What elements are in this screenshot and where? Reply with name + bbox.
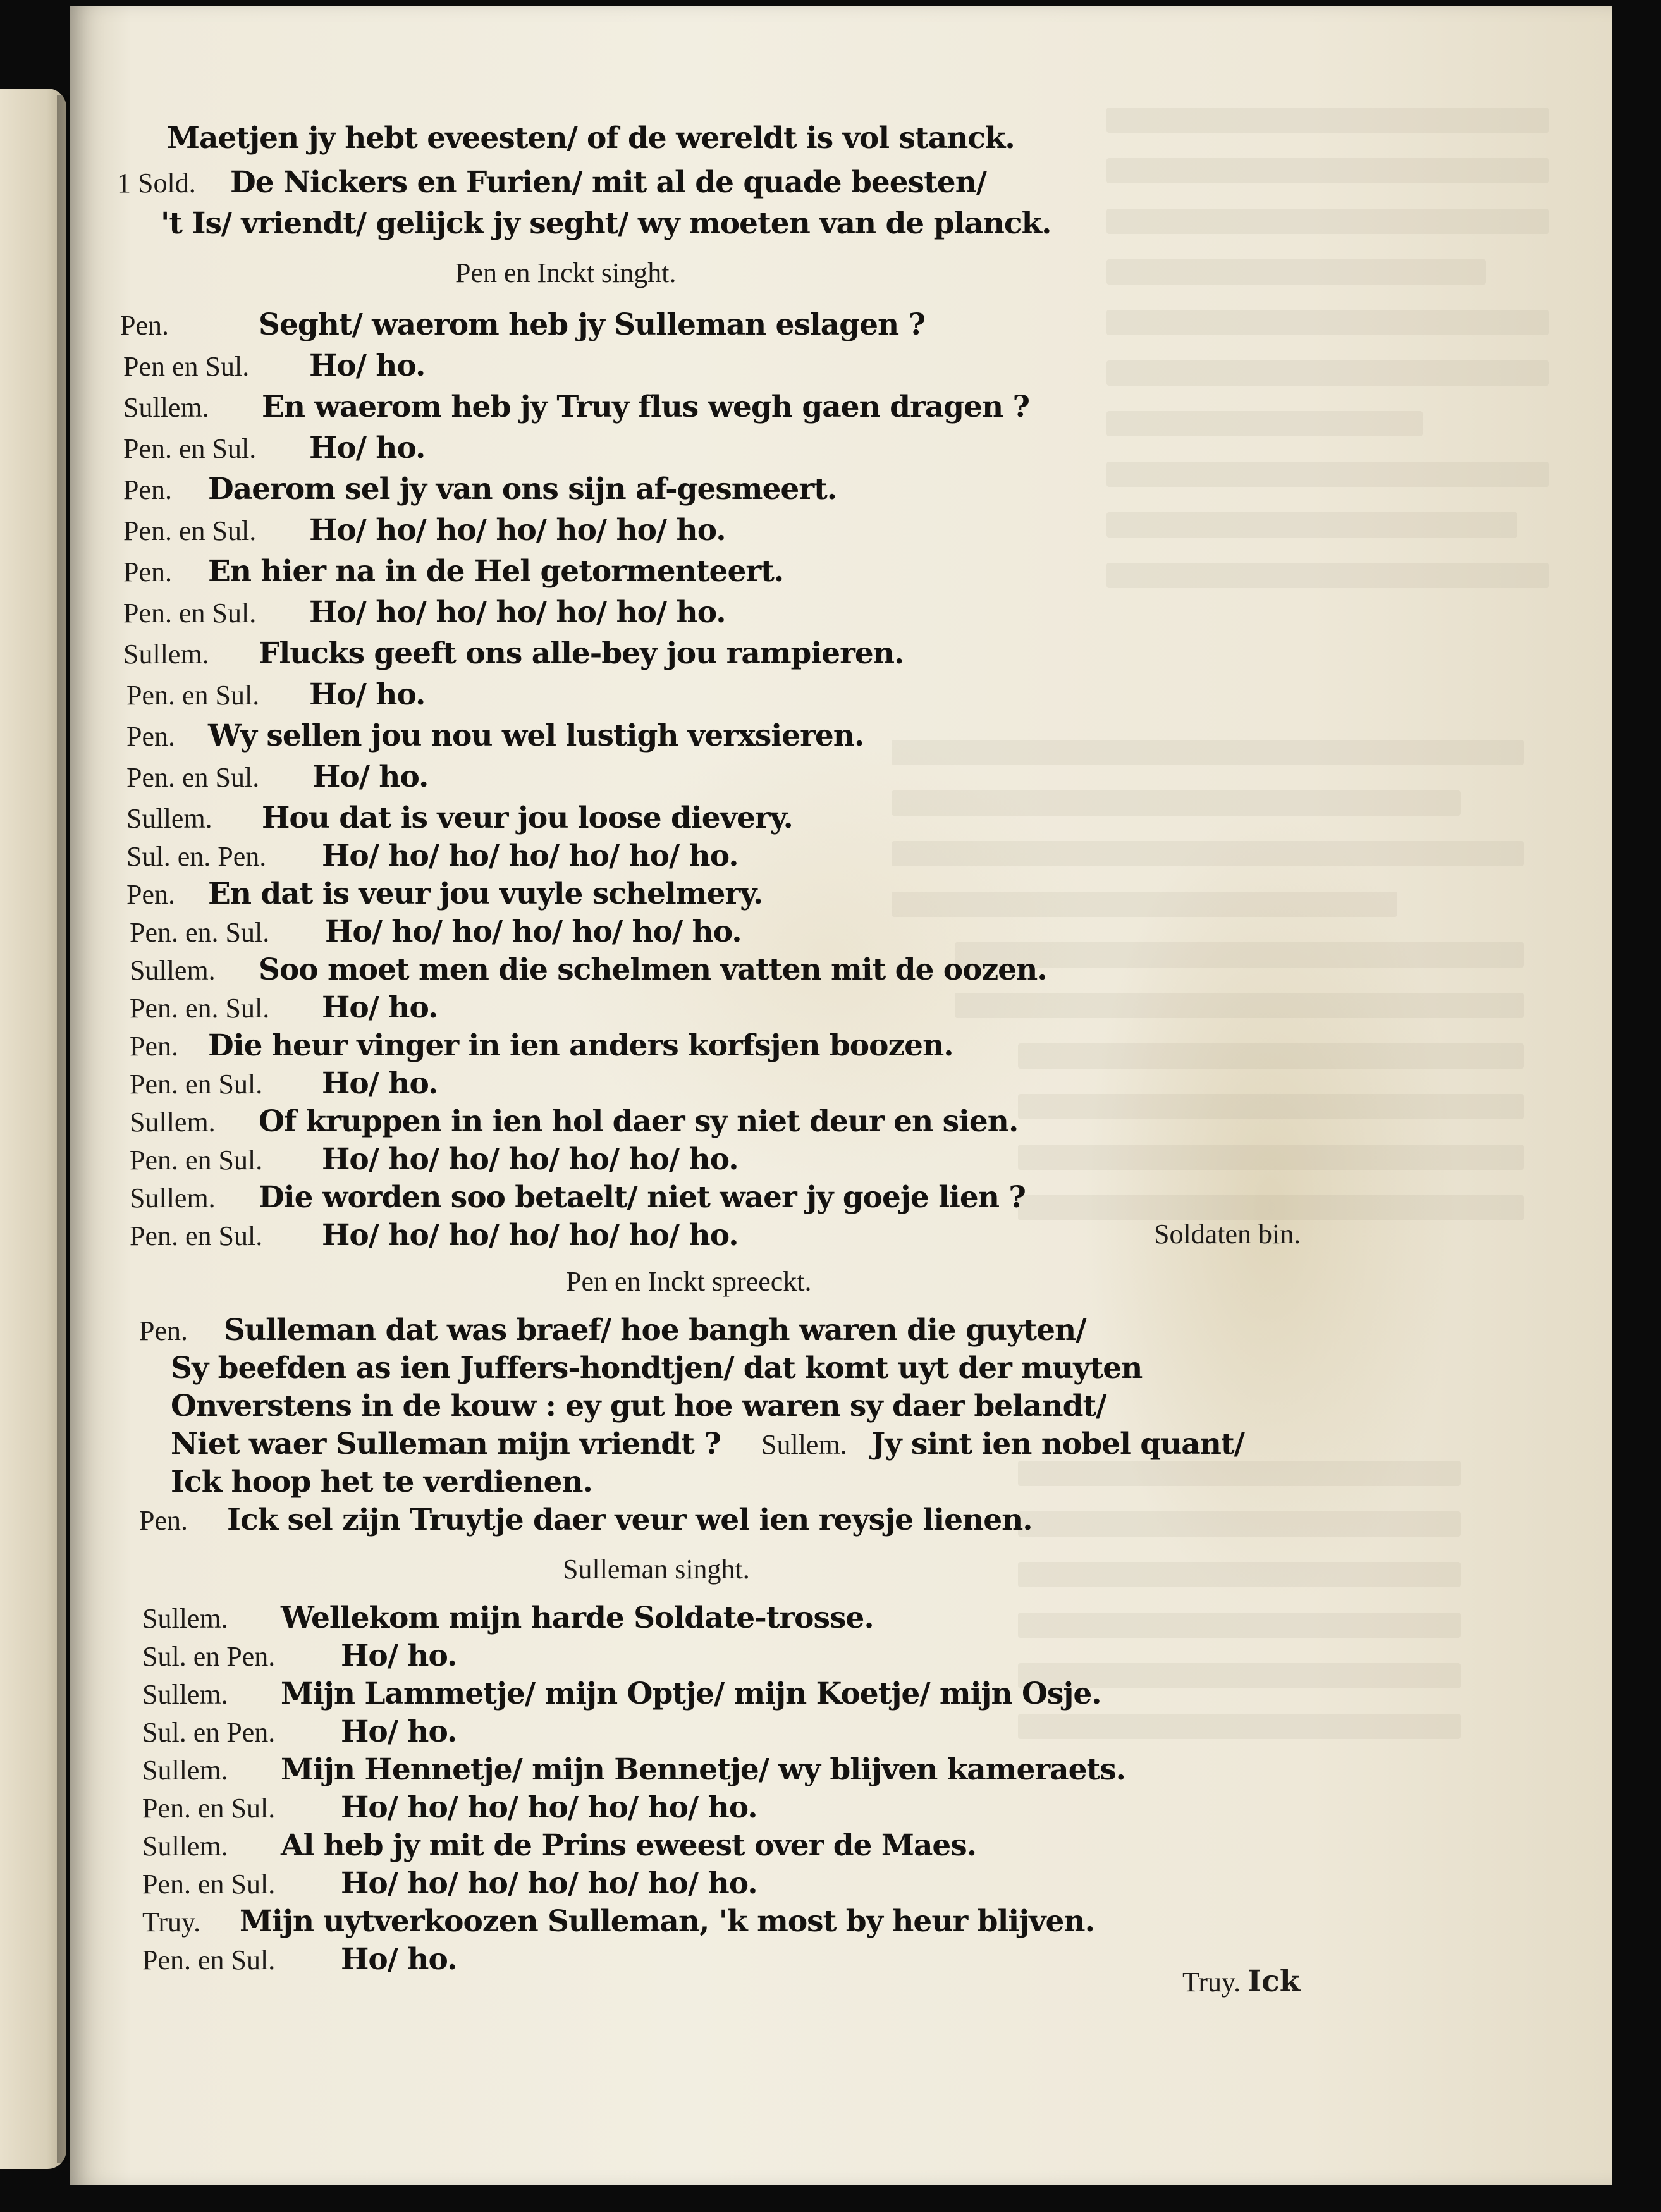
line-text: En dat is veur jou vuyle schelmery. bbox=[208, 876, 763, 911]
text-line bbox=[120, 307, 926, 342]
speaker-label: Sullem. bbox=[130, 1107, 216, 1138]
line-text: Ho/ ho/ ho/ ho/ ho/ ho/ ho. bbox=[322, 1142, 739, 1177]
text-line bbox=[130, 914, 742, 949]
text-line bbox=[123, 392, 1029, 422]
text-line bbox=[123, 554, 784, 589]
line-text: Hou dat is veur jou loose dievery. bbox=[262, 801, 793, 835]
text-line bbox=[123, 348, 426, 383]
line-text: En waerom heb jy Truy flus wegh gaen dragen ? bbox=[262, 390, 1030, 424]
speaker-label: 1 Sold. bbox=[117, 168, 196, 199]
text-line bbox=[130, 1104, 1019, 1139]
text-line bbox=[130, 990, 438, 1025]
text-line bbox=[126, 718, 864, 753]
stage-direction: Soldaten bin. bbox=[1154, 1219, 1301, 1250]
text-line bbox=[142, 1828, 977, 1863]
speaker-label: Sul. en Pen. bbox=[142, 1641, 276, 1672]
speaker-label: Pen. en Sul. bbox=[126, 680, 260, 711]
text-line bbox=[142, 1866, 757, 1901]
text-line bbox=[142, 1752, 1126, 1787]
speaker-label: Sullem. bbox=[142, 1755, 228, 1786]
line-text: Ho/ ho. bbox=[341, 1638, 457, 1673]
line-text: Daerom sel jy van ons sijn af-gesmeert. bbox=[208, 472, 837, 507]
text-line bbox=[126, 677, 426, 712]
line-text: De Nickers en Furien/ mit al de quade beesten/ bbox=[230, 165, 987, 200]
text-line bbox=[130, 1028, 953, 1063]
line-text: Niet waer Sulleman mijn vriendt ? bbox=[171, 1427, 721, 1461]
text-line bbox=[142, 1676, 1101, 1711]
speaker-label: Sullem. bbox=[130, 1183, 216, 1214]
speaker-label: Sul. en Pen. bbox=[142, 1717, 276, 1748]
line-text: Ho/ ho/ ho/ ho/ ho/ ho/ ho. bbox=[325, 914, 742, 949]
text-line bbox=[139, 1313, 1086, 1348]
speaker-label: Pen. en Sul. bbox=[142, 1793, 276, 1824]
line-text: Mijn Lammetje/ mijn Optje/ mijn Koetje/ mijn Osje. bbox=[281, 1676, 1101, 1711]
text-line bbox=[171, 1467, 592, 1497]
text-line bbox=[123, 513, 726, 548]
text-line bbox=[171, 1429, 1244, 1459]
line-text: Of kruppen in ien hol daer sy niet deur en sien. bbox=[259, 1104, 1019, 1139]
line-text: Die heur vinger in ien anders korfsjen boozen. bbox=[208, 1028, 953, 1063]
speaker-label: Sul. en. Pen. bbox=[126, 841, 267, 872]
line-text: Sy beefden as ien Juffers-hondtjen/ dat komt uyt der muyten bbox=[171, 1351, 1143, 1386]
text-line bbox=[126, 841, 739, 871]
text-line bbox=[171, 1351, 1143, 1386]
speaker-label: Pen. en Sul. bbox=[130, 1069, 263, 1100]
text-line bbox=[142, 1904, 1094, 1939]
speaker-label: Pen. en Sul. bbox=[142, 1945, 276, 1975]
speaker-label: Sullem. bbox=[142, 1603, 228, 1634]
line-text: Al heb jy mit de Prins eweest over de Maes. bbox=[281, 1828, 977, 1863]
speaker-label: Pen. en Sul. bbox=[142, 1869, 276, 1900]
catchword-text: Ick bbox=[1247, 1964, 1301, 1999]
speaker-label: Sullem. bbox=[123, 639, 209, 670]
speaker-label: Pen. bbox=[126, 879, 175, 910]
book-page bbox=[70, 6, 1612, 2185]
line-text: Ho/ ho. bbox=[312, 759, 429, 794]
line-text: Maetjen jy hebt eveesten/ of de wereldt is vol stanck. bbox=[167, 121, 1015, 156]
text-line bbox=[139, 1502, 1033, 1537]
text-line bbox=[123, 472, 837, 507]
line-text: Ho/ ho/ ho/ ho/ ho/ ho/ ho. bbox=[341, 1866, 757, 1901]
line-text: Ho/ ho/ ho/ ho/ ho/ ho/ ho. bbox=[322, 1218, 739, 1253]
line-text: Flucks geeft ons alle-bey jou rampieren. bbox=[259, 636, 904, 671]
speaker-label: Pen. bbox=[120, 310, 169, 341]
speaker-label: Sullem. bbox=[126, 803, 212, 834]
line-text: Ho/ ho/ ho/ ho/ ho/ ho/ ho. bbox=[309, 595, 726, 630]
text-line bbox=[142, 1942, 457, 1977]
speaker-label: Sullem. bbox=[761, 1429, 847, 1460]
text-line bbox=[130, 1142, 739, 1177]
speaker-label: Pen. en. Sul. bbox=[130, 917, 270, 948]
line-text: Ick sel zijn Truytje daer veur wel ien reysje lienen. bbox=[227, 1502, 1033, 1537]
text-line bbox=[126, 803, 793, 833]
section-heading: Pen en Inckt singht. bbox=[455, 257, 677, 288]
speaker-label: Pen. en Sul. bbox=[130, 1145, 263, 1176]
line-text: Jy sint ien nobel quant/ bbox=[871, 1427, 1244, 1461]
text-line bbox=[158, 206, 1051, 241]
line-text: Ho/ ho/ ho/ ho/ ho/ ho/ ho. bbox=[309, 513, 726, 548]
speaker-label: Sullem. bbox=[130, 955, 216, 986]
catchword-speaker: Truy. bbox=[1182, 1967, 1241, 1998]
line-text: Soo moet men die schelmen vatten mit de oozen. bbox=[259, 952, 1047, 987]
speaker-label: Pen. bbox=[139, 1505, 188, 1536]
line-text: Wy sellen jou nou wel lustigh verxsieren. bbox=[208, 718, 864, 753]
section-heading: Pen en Inckt spreeckt. bbox=[566, 1266, 812, 1297]
line-text: Ho/ ho. bbox=[309, 431, 426, 465]
line-text: Ho/ ho. bbox=[341, 1942, 457, 1977]
text-line bbox=[130, 1066, 438, 1101]
speaker-label: Pen. bbox=[123, 556, 172, 587]
line-text: Ho/ ho/ ho/ ho/ ho/ ho/ ho. bbox=[322, 839, 739, 873]
catchword bbox=[1182, 1964, 1301, 1999]
text-line bbox=[126, 876, 763, 911]
text-line bbox=[130, 952, 1047, 987]
text-line bbox=[164, 121, 1015, 156]
line-text: En hier na in de Hel getormenteert. bbox=[208, 554, 784, 589]
text-line bbox=[142, 1714, 457, 1749]
speaker-label: Pen. en Sul. bbox=[123, 598, 257, 629]
line-text: Sulleman dat was braef/ hoe bangh waren die guyten/ bbox=[224, 1313, 1086, 1348]
text-line bbox=[130, 1218, 739, 1253]
section-heading: Sulleman singht. bbox=[563, 1554, 750, 1585]
text-line bbox=[171, 1391, 1106, 1421]
text-line bbox=[123, 433, 425, 463]
speaker-label: Pen. bbox=[123, 474, 172, 505]
line-text: Ick hoop het te verdienen. bbox=[171, 1465, 592, 1499]
speaker-label: Pen. en. Sul. bbox=[130, 993, 270, 1024]
speaker-label: Sullem. bbox=[123, 392, 209, 423]
text-line bbox=[126, 759, 429, 794]
speaker-label: Pen. en Sul. bbox=[130, 1220, 263, 1251]
line-text: 't Is/ vriendt/ gelijck jy seght/ wy moeten van de planck. bbox=[161, 206, 1051, 241]
speaker-label: Pen. bbox=[130, 1031, 178, 1062]
line-text: Ho/ ho. bbox=[322, 990, 438, 1025]
line-text: Ho/ ho/ ho/ ho/ ho/ ho/ ho. bbox=[341, 1790, 757, 1825]
line-text: Wellekom mijn harde Soldate-trosse. bbox=[281, 1601, 874, 1635]
line-text: Ho/ ho. bbox=[309, 677, 426, 712]
line-text: Seght/ waerom heb jy Sulleman eslagen ? bbox=[259, 307, 926, 342]
text-line bbox=[142, 1603, 874, 1633]
text-line bbox=[117, 165, 987, 200]
speaker-label: Pen. en Sul. bbox=[123, 515, 257, 546]
speaker-label: Pen. bbox=[126, 721, 175, 752]
text-line bbox=[130, 1180, 1026, 1215]
line-text: Ho/ ho. bbox=[309, 348, 426, 383]
speaker-label: Pen en Sul. bbox=[123, 351, 250, 382]
speaker-label: Pen. en Sul. bbox=[123, 433, 257, 464]
text-line bbox=[123, 595, 726, 630]
speaker-label: Pen. bbox=[139, 1315, 188, 1346]
line-text: Ho/ ho. bbox=[341, 1714, 457, 1749]
line-text: Ho/ ho. bbox=[322, 1066, 438, 1101]
text-line bbox=[142, 1638, 457, 1673]
speaker-label: Truy. bbox=[142, 1907, 201, 1938]
text-line bbox=[123, 636, 904, 671]
speaker-label: Pen. en Sul. bbox=[126, 762, 260, 793]
speaker-label: Sullem. bbox=[142, 1679, 228, 1710]
line-text: Mijn uytverkoozen Sulleman, 'k most by heur blijven. bbox=[240, 1904, 1094, 1939]
line-text: Mijn Hennetje/ mijn Bennetje/ wy blijven kameraets. bbox=[281, 1752, 1126, 1787]
line-text: Die worden soo betaelt/ niet waer jy goeje lien ? bbox=[259, 1180, 1026, 1215]
speaker-label: Sullem. bbox=[142, 1831, 228, 1862]
text-line bbox=[142, 1790, 757, 1825]
page-text bbox=[70, 6, 1612, 2185]
line-text: Onverstens in de kouw : ey gut hoe waren sy daer belandt/ bbox=[171, 1389, 1106, 1423]
